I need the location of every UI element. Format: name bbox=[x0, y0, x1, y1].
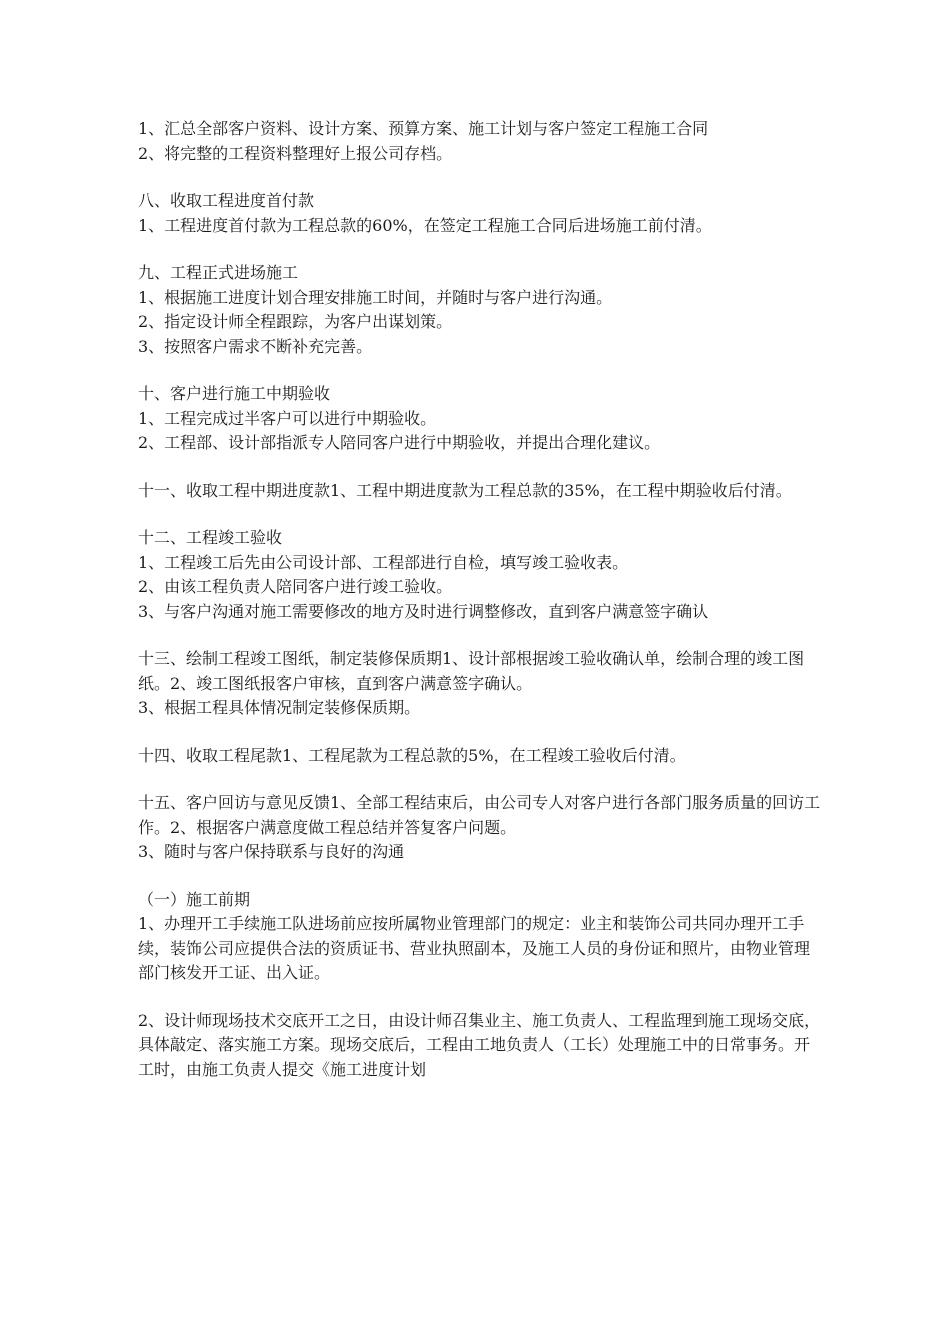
paragraph-site-briefing bbox=[138, 1009, 823, 1083]
text-line: 2、工程部、设计部指派专人陪同客户进行中期验收，并提出合理化建议。 bbox=[138, 433, 661, 452]
document-page bbox=[138, 117, 823, 1105]
text-line: 1、根据施工进度计划合理安排施工时间，并随时与客户进行沟通。 bbox=[138, 287, 613, 307]
section-15-follow-up bbox=[138, 791, 823, 865]
section-9-construction bbox=[138, 261, 823, 359]
section-heading: 九、工程正式进场施工 bbox=[138, 263, 299, 282]
section-heading: （一）施工前期 bbox=[138, 889, 251, 909]
section-13-completion-drawings bbox=[138, 647, 823, 721]
section-8-down-payment bbox=[138, 189, 823, 238]
section-heading: 十二、工程竣工验收 bbox=[138, 528, 283, 547]
section-10-midterm-inspection bbox=[138, 382, 823, 456]
text-line: 1、汇总全部客户资料、设计方案、预算方案、施工计划与客户签定工程施工合同 bbox=[138, 119, 709, 138]
text-line: 十一、收取工程中期进度款1、工程中期进度款为工程总款的35%，在工程中期验收后付清。 bbox=[138, 480, 792, 500]
section-12-completion-inspection bbox=[138, 526, 823, 624]
text-line: 十三、绘制工程竣工图纸，制定装修保质期1、设计部根据竣工验收确认单，绘制合理的竣工图纸。2、竣工图纸报客户审核，直到客户满意签字确认。 bbox=[138, 649, 805, 693]
text-line: 2、指定设计师全程跟踪，为客户出谋划策。 bbox=[138, 312, 453, 331]
text-line: 十五、客户回访与意见反馈1、全部工程结束后，由公司专人对客户进行各部门服务质量的回访工作。2、根据客户满意度做工程总结并答复客户问题。 bbox=[138, 793, 821, 837]
text-line: 2、由该工程负责人陪同客户进行竣工验收。 bbox=[138, 577, 453, 596]
text-line: 十四、收取工程尾款1、工程尾款为工程总款的5%，在工程竣工验收后付清。 bbox=[138, 745, 686, 765]
subsection-pre-construction bbox=[138, 888, 823, 986]
text-line: 3、与客户沟通对施工需要修改的地方及时进行调整修改，直到客户满意签字确认 bbox=[138, 601, 709, 621]
section-heading: 八、收取工程进度首付款 bbox=[138, 191, 315, 210]
text-line: 3、按照客户需求不断补充完善。 bbox=[138, 336, 373, 356]
text-line: 1、工程竣工后先由公司设计部、工程部进行自检，填写竣工验收表。 bbox=[138, 552, 629, 572]
text-line: 1、办理开工手续施工队进场前应按所属物业管理部门的规定：业主和装饰公司共同办理开工手续，装饰公司应提供合法的资质证书、营业执照副本，及施工人员的身份证和照片，由物业管理部门核发开工证、出入证。 bbox=[138, 914, 811, 982]
section-heading: 十、客户进行施工中期验收 bbox=[138, 384, 331, 403]
paragraph-contract-archive bbox=[138, 117, 823, 166]
text-line: 1、工程进度首付款为工程总款的60%，在签定工程施工合同后进场施工前付清。 bbox=[138, 215, 712, 235]
text-line: 2、设计师现场技术交底开工之日，由设计师召集业主、施工负责人、工程监理到施工现场交底，具体敲定、落实施工方案。现场交底后，工程由工地负责人（工长）处理施工中的日常事务。开工时，由施工负责人提交《施工进度计划 bbox=[138, 1010, 821, 1079]
section-14-final-payment bbox=[138, 744, 823, 769]
text-line: 3、随时与客户保持联系与良好的沟通 bbox=[138, 842, 405, 861]
text-line: 1、工程完成过半客户可以进行中期验收。 bbox=[138, 408, 437, 428]
text-line: 2、将完整的工程资料整理好上报公司存档。 bbox=[138, 143, 453, 163]
text-line: 3、根据工程具体情况制定装修保质期。 bbox=[138, 698, 421, 717]
section-11-midterm-payment bbox=[138, 479, 823, 504]
